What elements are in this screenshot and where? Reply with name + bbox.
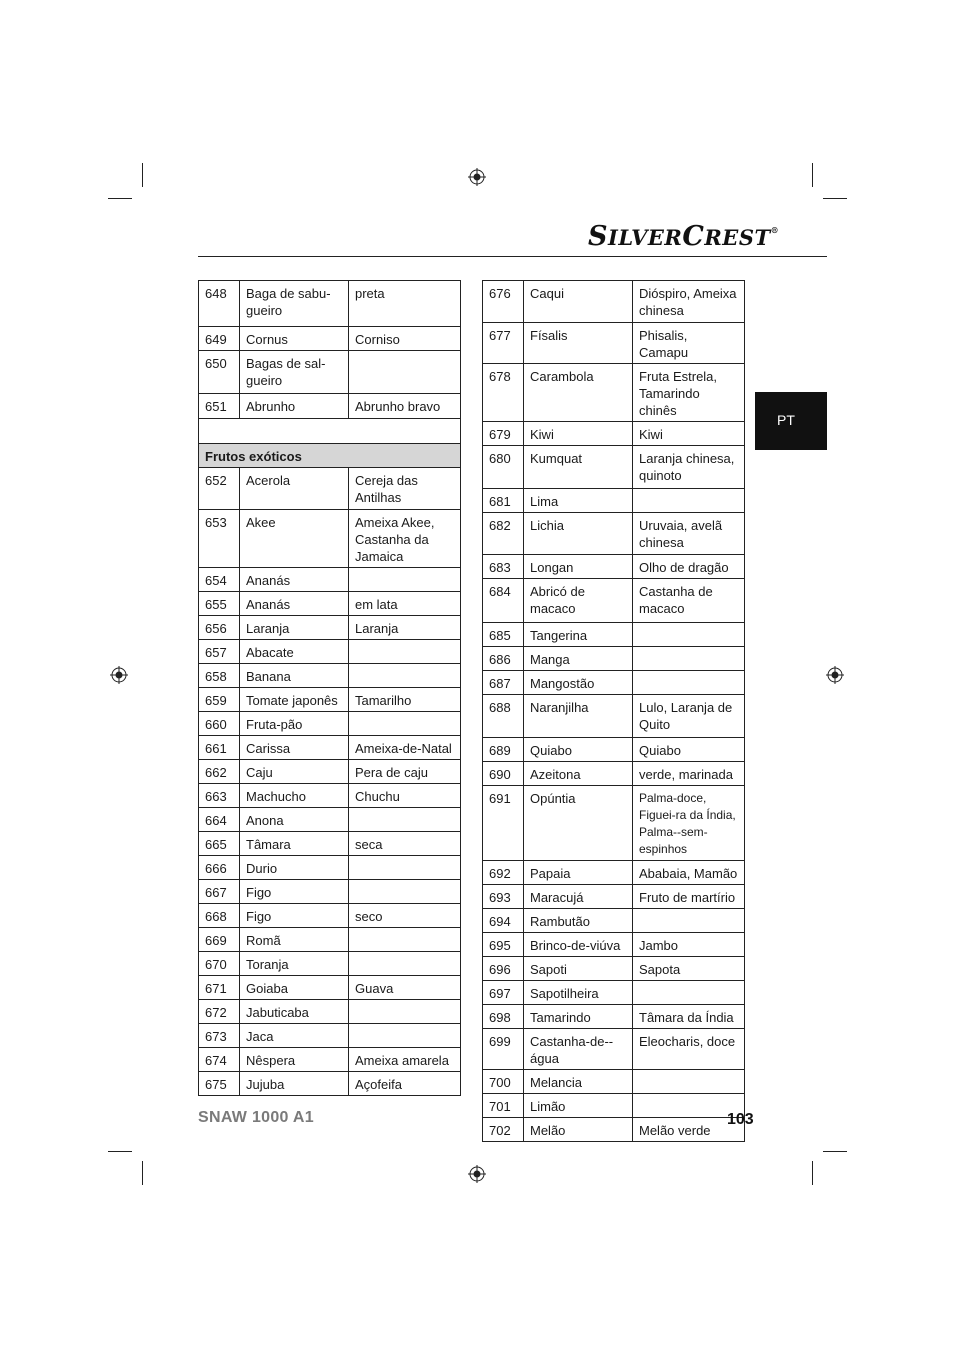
fruit-name: Rambutão: [524, 909, 633, 933]
item-number: 682: [483, 513, 524, 555]
fruit-table-right: [482, 280, 745, 1142]
fruit-note: Dióspiro, Ameixa chinesa: [633, 281, 745, 323]
item-number: 667: [199, 880, 240, 904]
table-row: [199, 1072, 461, 1096]
fruit-name: Baga de sabu-gueiro: [240, 281, 349, 327]
item-number: 695: [483, 933, 524, 957]
spacer-row: [199, 419, 461, 444]
item-number: 691: [483, 786, 524, 861]
fruit-note: Melão verde: [633, 1118, 745, 1142]
item-number: 697: [483, 981, 524, 1005]
table-row: [483, 281, 745, 323]
fruit-note: Ababaia, Mamão: [633, 861, 745, 885]
table-row: [483, 623, 745, 647]
fruit-name: Tomate japonês: [240, 688, 349, 712]
page-number: 103: [727, 1111, 754, 1128]
crop-mark: [142, 1161, 143, 1185]
item-number: 688: [483, 695, 524, 738]
header-rule: [198, 256, 827, 257]
fruit-note: Castanha de macaco: [633, 579, 745, 623]
fruit-note: [349, 856, 461, 880]
spacer-cell: [199, 419, 461, 444]
table-row: [483, 1094, 745, 1118]
item-number: 670: [199, 952, 240, 976]
fruit-name: Caju: [240, 760, 349, 784]
table-row: [199, 327, 461, 351]
item-number: 676: [483, 281, 524, 323]
fruit-note: [349, 351, 461, 394]
fruit-name: Manga: [524, 647, 633, 671]
fruit-name: Cornus: [240, 327, 349, 351]
table-row: [199, 616, 461, 640]
item-number: 686: [483, 647, 524, 671]
item-number: 692: [483, 861, 524, 885]
fruit-note: [633, 909, 745, 933]
fruit-name: Carissa: [240, 736, 349, 760]
fruit-name: Banana: [240, 664, 349, 688]
section-header-row: [199, 444, 461, 468]
fruit-name: Bagas de sal-gueiro: [240, 351, 349, 394]
fruit-note: [349, 880, 461, 904]
crop-mark: [812, 163, 813, 187]
table-row: [199, 351, 461, 394]
crop-mark: [812, 1161, 813, 1185]
item-number: 678: [483, 364, 524, 422]
fruit-note: [633, 981, 745, 1005]
table-row: [483, 861, 745, 885]
fruit-name: Maracujá: [524, 885, 633, 909]
fruit-note: Tâmara da Índia: [633, 1005, 745, 1029]
fruit-name: Opúntia: [524, 786, 633, 861]
table-row: [483, 1118, 745, 1142]
item-number: 654: [199, 568, 240, 592]
item-number: 648: [199, 281, 240, 327]
fruit-name: Abacate: [240, 640, 349, 664]
item-number: 674: [199, 1048, 240, 1072]
item-number: 652: [199, 468, 240, 510]
item-number: 673: [199, 1024, 240, 1048]
table-row: [199, 952, 461, 976]
fruit-note: Palma-doce, Figuei-ra da Índia, Palma--sem-espinhos: [633, 786, 745, 861]
item-number: 681: [483, 489, 524, 513]
registration-mark-icon: [110, 666, 128, 684]
item-number: 696: [483, 957, 524, 981]
table-row: [483, 446, 745, 489]
fruit-note: Jambo: [633, 933, 745, 957]
fruit-note: [633, 1070, 745, 1094]
fruit-note: Laranja: [349, 616, 461, 640]
table-row: [199, 856, 461, 880]
table-row: [483, 323, 745, 364]
fruit-note: Ameixa-de-Natal: [349, 736, 461, 760]
table-row: [483, 1029, 745, 1070]
item-number: 660: [199, 712, 240, 736]
crop-mark: [108, 1151, 132, 1152]
fruit-name: Melancia: [524, 1070, 633, 1094]
fruit-note: Chuchu: [349, 784, 461, 808]
table-row: [483, 762, 745, 786]
fruit-note: Abrunho bravo: [349, 394, 461, 419]
registration-mark-icon: [826, 666, 844, 684]
fruit-name: Kiwi: [524, 422, 633, 446]
item-number: 671: [199, 976, 240, 1000]
table-row: [199, 712, 461, 736]
table-row: [483, 981, 745, 1005]
item-number: 677: [483, 323, 524, 364]
fruit-note: Sapota: [633, 957, 745, 981]
table-row: [199, 568, 461, 592]
fruit-note: Kiwi: [633, 422, 745, 446]
fruit-name: Jabuticaba: [240, 1000, 349, 1024]
fruit-name: Longan: [524, 555, 633, 579]
table-row: [199, 1048, 461, 1072]
fruit-name: Mangostão: [524, 671, 633, 695]
item-number: 663: [199, 784, 240, 808]
crop-mark: [823, 1151, 847, 1152]
fruit-name: Azeitona: [524, 762, 633, 786]
fruit-note: Olho de dragão: [633, 555, 745, 579]
item-number: 653: [199, 510, 240, 568]
fruit-name: Sapoti: [524, 957, 633, 981]
language-tab: PT: [755, 392, 827, 450]
table-row: [199, 736, 461, 760]
item-number: 684: [483, 579, 524, 623]
table-row: [483, 489, 745, 513]
fruit-name: Brinco-de-viúva: [524, 933, 633, 957]
fruit-note: [349, 568, 461, 592]
fruit-note: [349, 1000, 461, 1024]
item-number: 655: [199, 592, 240, 616]
table-row: [199, 832, 461, 856]
fruit-note: Açofeifa: [349, 1072, 461, 1096]
item-number: 693: [483, 885, 524, 909]
table-row: [199, 928, 461, 952]
table-row: [483, 885, 745, 909]
fruit-note: Laranja chinesa, quinoto: [633, 446, 745, 489]
fruit-note: seca: [349, 832, 461, 856]
fruit-name: Naranjilha: [524, 695, 633, 738]
table-row: [483, 579, 745, 623]
fruit-note: Ameixa Akee, Castanha da Jamaica: [349, 510, 461, 568]
fruit-name: Akee: [240, 510, 349, 568]
item-number: 666: [199, 856, 240, 880]
registration-mark-icon: [468, 168, 486, 186]
item-number: 659: [199, 688, 240, 712]
fruit-note: [349, 664, 461, 688]
fruit-name: Nêspera: [240, 1048, 349, 1072]
item-number: 675: [199, 1072, 240, 1096]
fruit-name: Tâmara: [240, 832, 349, 856]
item-number: 680: [483, 446, 524, 489]
fruit-note: Guava: [349, 976, 461, 1000]
fruit-note: Pera de caju: [349, 760, 461, 784]
item-number: 690: [483, 762, 524, 786]
table-row: [199, 1000, 461, 1024]
fruit-name: Abricó de macaco: [524, 579, 633, 623]
fruit-note: [633, 623, 745, 647]
fruit-note: Cereja das Antilhas: [349, 468, 461, 510]
table-row: [483, 957, 745, 981]
fruit-name: Kumquat: [524, 446, 633, 489]
fruit-note: [349, 808, 461, 832]
crop-mark: [142, 163, 143, 187]
fruit-name: Abrunho: [240, 394, 349, 419]
item-number: 679: [483, 422, 524, 446]
fruit-name: Acerola: [240, 468, 349, 510]
table-row: [199, 1024, 461, 1048]
fruit-name: Limão: [524, 1094, 633, 1118]
fruit-name: Tangerina: [524, 623, 633, 647]
fruit-name: Lichia: [524, 513, 633, 555]
fruit-name: Sapotilheira: [524, 981, 633, 1005]
fruit-note: Corniso: [349, 327, 461, 351]
fruit-note: Phisalis, Camapu: [633, 323, 745, 364]
table-row: [199, 976, 461, 1000]
fruit-note: verde, marinada: [633, 762, 745, 786]
fruit-note: em lata: [349, 592, 461, 616]
item-number: 661: [199, 736, 240, 760]
table-row: [199, 688, 461, 712]
item-number: 687: [483, 671, 524, 695]
fruit-name: Jujuba: [240, 1072, 349, 1096]
item-number: 672: [199, 1000, 240, 1024]
fruit-note: Ameixa amarela: [349, 1048, 461, 1072]
fruit-note: Fruta Estrela, Tamarindo chinês: [633, 364, 745, 422]
item-number: 700: [483, 1070, 524, 1094]
fruit-note: [349, 712, 461, 736]
table-row: [199, 394, 461, 419]
fruit-name: Tamarindo: [524, 1005, 633, 1029]
fruit-name: Goiaba: [240, 976, 349, 1000]
crop-mark: [108, 198, 132, 199]
table-row: [199, 880, 461, 904]
item-number: 651: [199, 394, 240, 419]
fruit-name: Caqui: [524, 281, 633, 323]
item-number: 657: [199, 640, 240, 664]
table-row: [483, 1070, 745, 1094]
table-row: [199, 281, 461, 327]
table-row: [199, 510, 461, 568]
table-row: [199, 808, 461, 832]
table-row: [483, 647, 745, 671]
item-number: 669: [199, 928, 240, 952]
fruit-name: Figo: [240, 880, 349, 904]
item-number: 664: [199, 808, 240, 832]
item-number: 668: [199, 904, 240, 928]
fruit-note: [633, 647, 745, 671]
fruit-note: [633, 489, 745, 513]
item-number: 683: [483, 555, 524, 579]
fruit-name: Ananás: [240, 592, 349, 616]
item-number: 665: [199, 832, 240, 856]
item-number: 650: [199, 351, 240, 394]
fruit-note: Tamarilho: [349, 688, 461, 712]
fruit-name: Laranja: [240, 616, 349, 640]
fruit-name: Figo: [240, 904, 349, 928]
table-row: [199, 640, 461, 664]
fruit-name: Toranja: [240, 952, 349, 976]
fruit-name: Machucho: [240, 784, 349, 808]
fruit-name: Ananás: [240, 568, 349, 592]
table-row: [199, 904, 461, 928]
table-row: [199, 784, 461, 808]
fruit-name: Lima: [524, 489, 633, 513]
fruit-note: [349, 640, 461, 664]
table-row: [483, 909, 745, 933]
item-number: 702: [483, 1118, 524, 1142]
fruit-name: Melão: [524, 1118, 633, 1142]
table-row: [199, 664, 461, 688]
item-number: 701: [483, 1094, 524, 1118]
fruit-note: [349, 952, 461, 976]
table-row: [483, 738, 745, 762]
table-row: [483, 513, 745, 555]
table-row: [483, 786, 745, 861]
fruit-note: Uruvaia, avelã chinesa: [633, 513, 745, 555]
table-row: [199, 592, 461, 616]
fruit-name: Castanha-de--água: [524, 1029, 633, 1070]
fruit-note: [633, 671, 745, 695]
fruit-note: Lulo, Laranja de Quito: [633, 695, 745, 738]
item-number: 649: [199, 327, 240, 351]
fruit-name: Quiabo: [524, 738, 633, 762]
table-row: [483, 364, 745, 422]
fruit-name: Jaca: [240, 1024, 349, 1048]
fruit-note: [349, 928, 461, 952]
table-row: [199, 468, 461, 510]
section-title: Frutos exóticos: [199, 444, 461, 468]
fruit-name: Anona: [240, 808, 349, 832]
table-row: [483, 933, 745, 957]
item-number: 656: [199, 616, 240, 640]
table-row: [483, 671, 745, 695]
fruit-note: Quiabo: [633, 738, 745, 762]
fruit-note: preta: [349, 281, 461, 327]
fruit-name: Papaia: [524, 861, 633, 885]
fruit-name: Físalis: [524, 323, 633, 364]
item-number: 694: [483, 909, 524, 933]
fruit-name: Romã: [240, 928, 349, 952]
fruit-name: Fruta-pão: [240, 712, 349, 736]
fruit-note: [349, 1024, 461, 1048]
table-row: [199, 760, 461, 784]
item-number: 689: [483, 738, 524, 762]
fruit-table-left: [198, 280, 461, 1096]
fruit-name: Durio: [240, 856, 349, 880]
table-row: [483, 422, 745, 446]
footer-model: SNAW 1000 A1: [198, 1109, 314, 1126]
brand-logo: SILVERCREST®: [588, 221, 780, 252]
item-number: 699: [483, 1029, 524, 1070]
table-row: [483, 1005, 745, 1029]
table-row: [483, 695, 745, 738]
item-number: 685: [483, 623, 524, 647]
fruit-note: seco: [349, 904, 461, 928]
fruit-name: Carambola: [524, 364, 633, 422]
fruit-note: Fruto de martírio: [633, 885, 745, 909]
registration-mark-icon: [468, 1165, 486, 1183]
fruit-note: Eleocharis, doce: [633, 1029, 745, 1070]
crop-mark: [823, 198, 847, 199]
item-number: 658: [199, 664, 240, 688]
table-row: [483, 555, 745, 579]
item-number: 662: [199, 760, 240, 784]
item-number: 698: [483, 1005, 524, 1029]
